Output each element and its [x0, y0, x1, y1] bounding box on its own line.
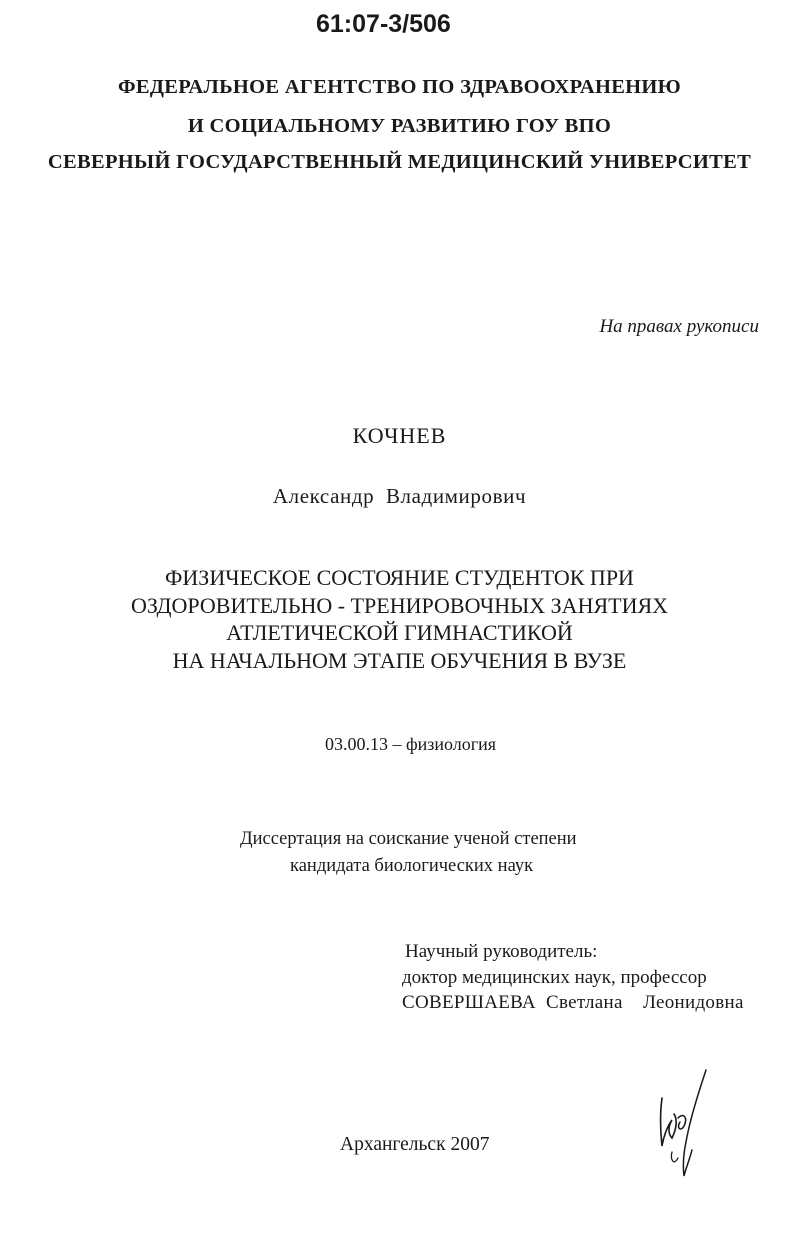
supervisor-label: Научный руководитель:	[405, 941, 598, 962]
supervisor-name: СОВЕРШАЕВА Светлана Леонидовна	[402, 992, 744, 1013]
city-year: Архангельск 2007	[340, 1134, 490, 1155]
handwritten-signature	[648, 1068, 718, 1183]
thesis-title-line-3: АТЛЕТИЧЕСКОЙ ГИМНАСТИКОЙ	[226, 620, 573, 645]
author-name: Александр Владимирович	[272, 484, 527, 508]
manuscript-note: На правах рукописи	[599, 316, 759, 337]
supervisor-title: доктор медицинских наук, профессор	[402, 967, 707, 988]
author-surname: КОЧНЕВ	[352, 423, 447, 448]
archive-code: 61:07-3/506	[316, 10, 451, 38]
organization-line-2: И СОЦИАЛЬНОМУ РАЗВИТИЮ ГОУ ВПО	[187, 115, 612, 137]
degree-line-2: кандидата биологических наук	[290, 856, 534, 876]
organization-line-1: ФЕДЕРАЛЬНОЕ АГЕНТСТВО ПО ЗДРАВООХРАНЕНИЮ	[117, 76, 682, 98]
degree-line-1: Диссертация на соискание ученой степени	[240, 829, 577, 849]
specialty-code: 03.00.13 – физиология	[325, 734, 497, 754]
thesis-title-line-2: ОЗДОРОВИТЕЛЬНО - ТРЕНИРОВОЧНЫХ ЗАНЯТИЯХ	[130, 593, 669, 618]
organization-line-3: СЕВЕРНЫЙ ГОСУДАРСТВЕННЫЙ МЕДИЦИНСКИЙ УНИВЕРСИТЕТ	[47, 151, 752, 173]
thesis-title-line-1: ФИЗИЧЕСКОЕ СОСТОЯНИЕ СТУДЕНТОК ПРИ	[165, 565, 634, 590]
thesis-title-line-4: НА НАЧАЛЬНОМ ЭТАПЕ ОБУЧЕНИЯ В ВУЗЕ	[172, 648, 627, 673]
